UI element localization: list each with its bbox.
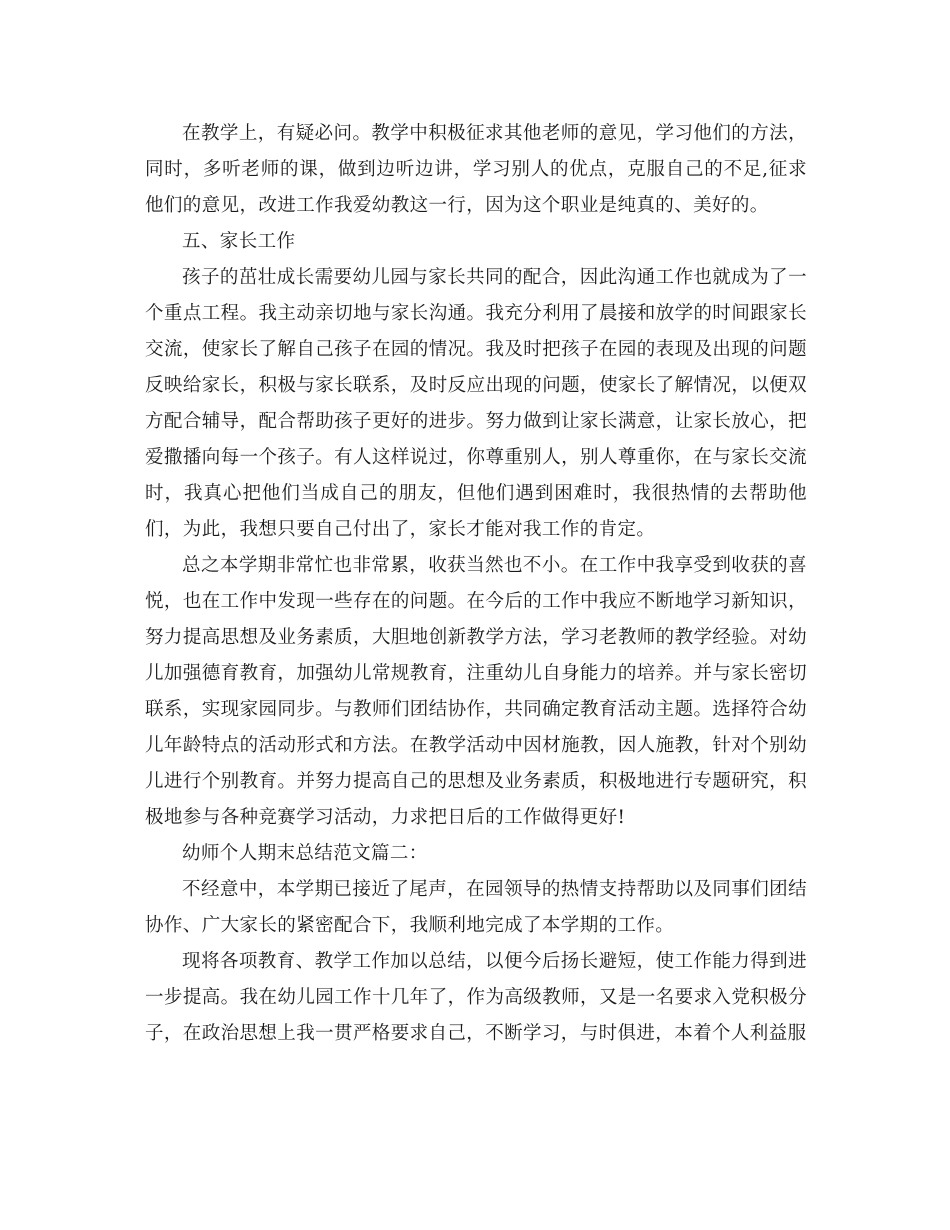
document-body	[145, 116, 807, 1052]
paragraph-parent-communication: 孩子的茁壮成长需要幼儿园与家长共同的配合，因此沟通工作也就成为了一个重点工程。我主动亲切地与家长沟通。我充分利用了晨接和放学的时间跟家长交流，使家长了解自己孩子在园的情况。我及时把孩子在园的表现及出现的问题反映给家长，积极与家长联系，及时反应出现的问题，使家长了解情况，以便双方配合辅导，配合帮助孩子更好的进步。努力做到让家长满意，让家长放心，把爱撒播向每一个孩子。有人这样说过，你尊重别人，别人尊重你，在与家长交流时，我真心把他们当成自己的朋友，但他们遇到困难时，我很热情的去帮助他们，为此，我想只要自己付出了，家长才能对我工作的肯定。	[145, 267, 807, 540]
paragraph-semester-ending: 不经意中，本学期已接近了尾声，在园领导的热情支持帮助以及同事们团结协作、广大家长的紧密配合下，我顺利地完成了本学期的工作。	[145, 879, 807, 936]
paragraph-semester-summary: 总之本学期非常忙也非常累，收获当然也不小。在工作中我享受到收获的喜悦，也在工作中发现一些存在的问题。在今后的工作中我应不断地学习新知识，努力提高思想及业务素质，大胆地创新教学方法，学习老教师的教学经验。对幼儿加强德育教育，加强幼儿常规教育，注重幼儿自身能力的培养。并与家长密切联系，实现家园同步。与教师们团结协作，共同确定教育活动主题。选择符合幼儿年龄特点的活动形式和方法。在教学活动中因材施教，因人施教，针对个别幼儿进行个别教育。并努力提高自己的思想及业务素质，积极地进行专题研究，积极地参与各种竞赛学习活动，力求把日后的工作做得更好!	[145, 555, 807, 828]
paragraph-teaching-inquiry: 在教学上，有疑必问。教学中积极征求其他老师的意见，学习他们的方法，同时，多听老师的课，做到边听边讲，学习别人的优点，克服自己的不足,征求他们的意见，改进工作我爱幼教这一行，因为这个职业是纯真的、美好的。	[145, 123, 807, 216]
paragraph-work-review: 现将各项教育、教学工作加以总结，以便今后扬长避短，使工作能力得到进一步提高。我在幼儿园工作十几年了，作为高级教师，又是一名要求入党积极分子，在政治思想上我一贯严格要求自己，不断学习，与时俱进，本着个人利益服	[145, 951, 807, 1044]
section-heading-parent-work: 五、家长工作	[182, 231, 296, 252]
section-heading-sample-two: 幼师个人期末总结范文篇二：	[182, 843, 428, 864]
